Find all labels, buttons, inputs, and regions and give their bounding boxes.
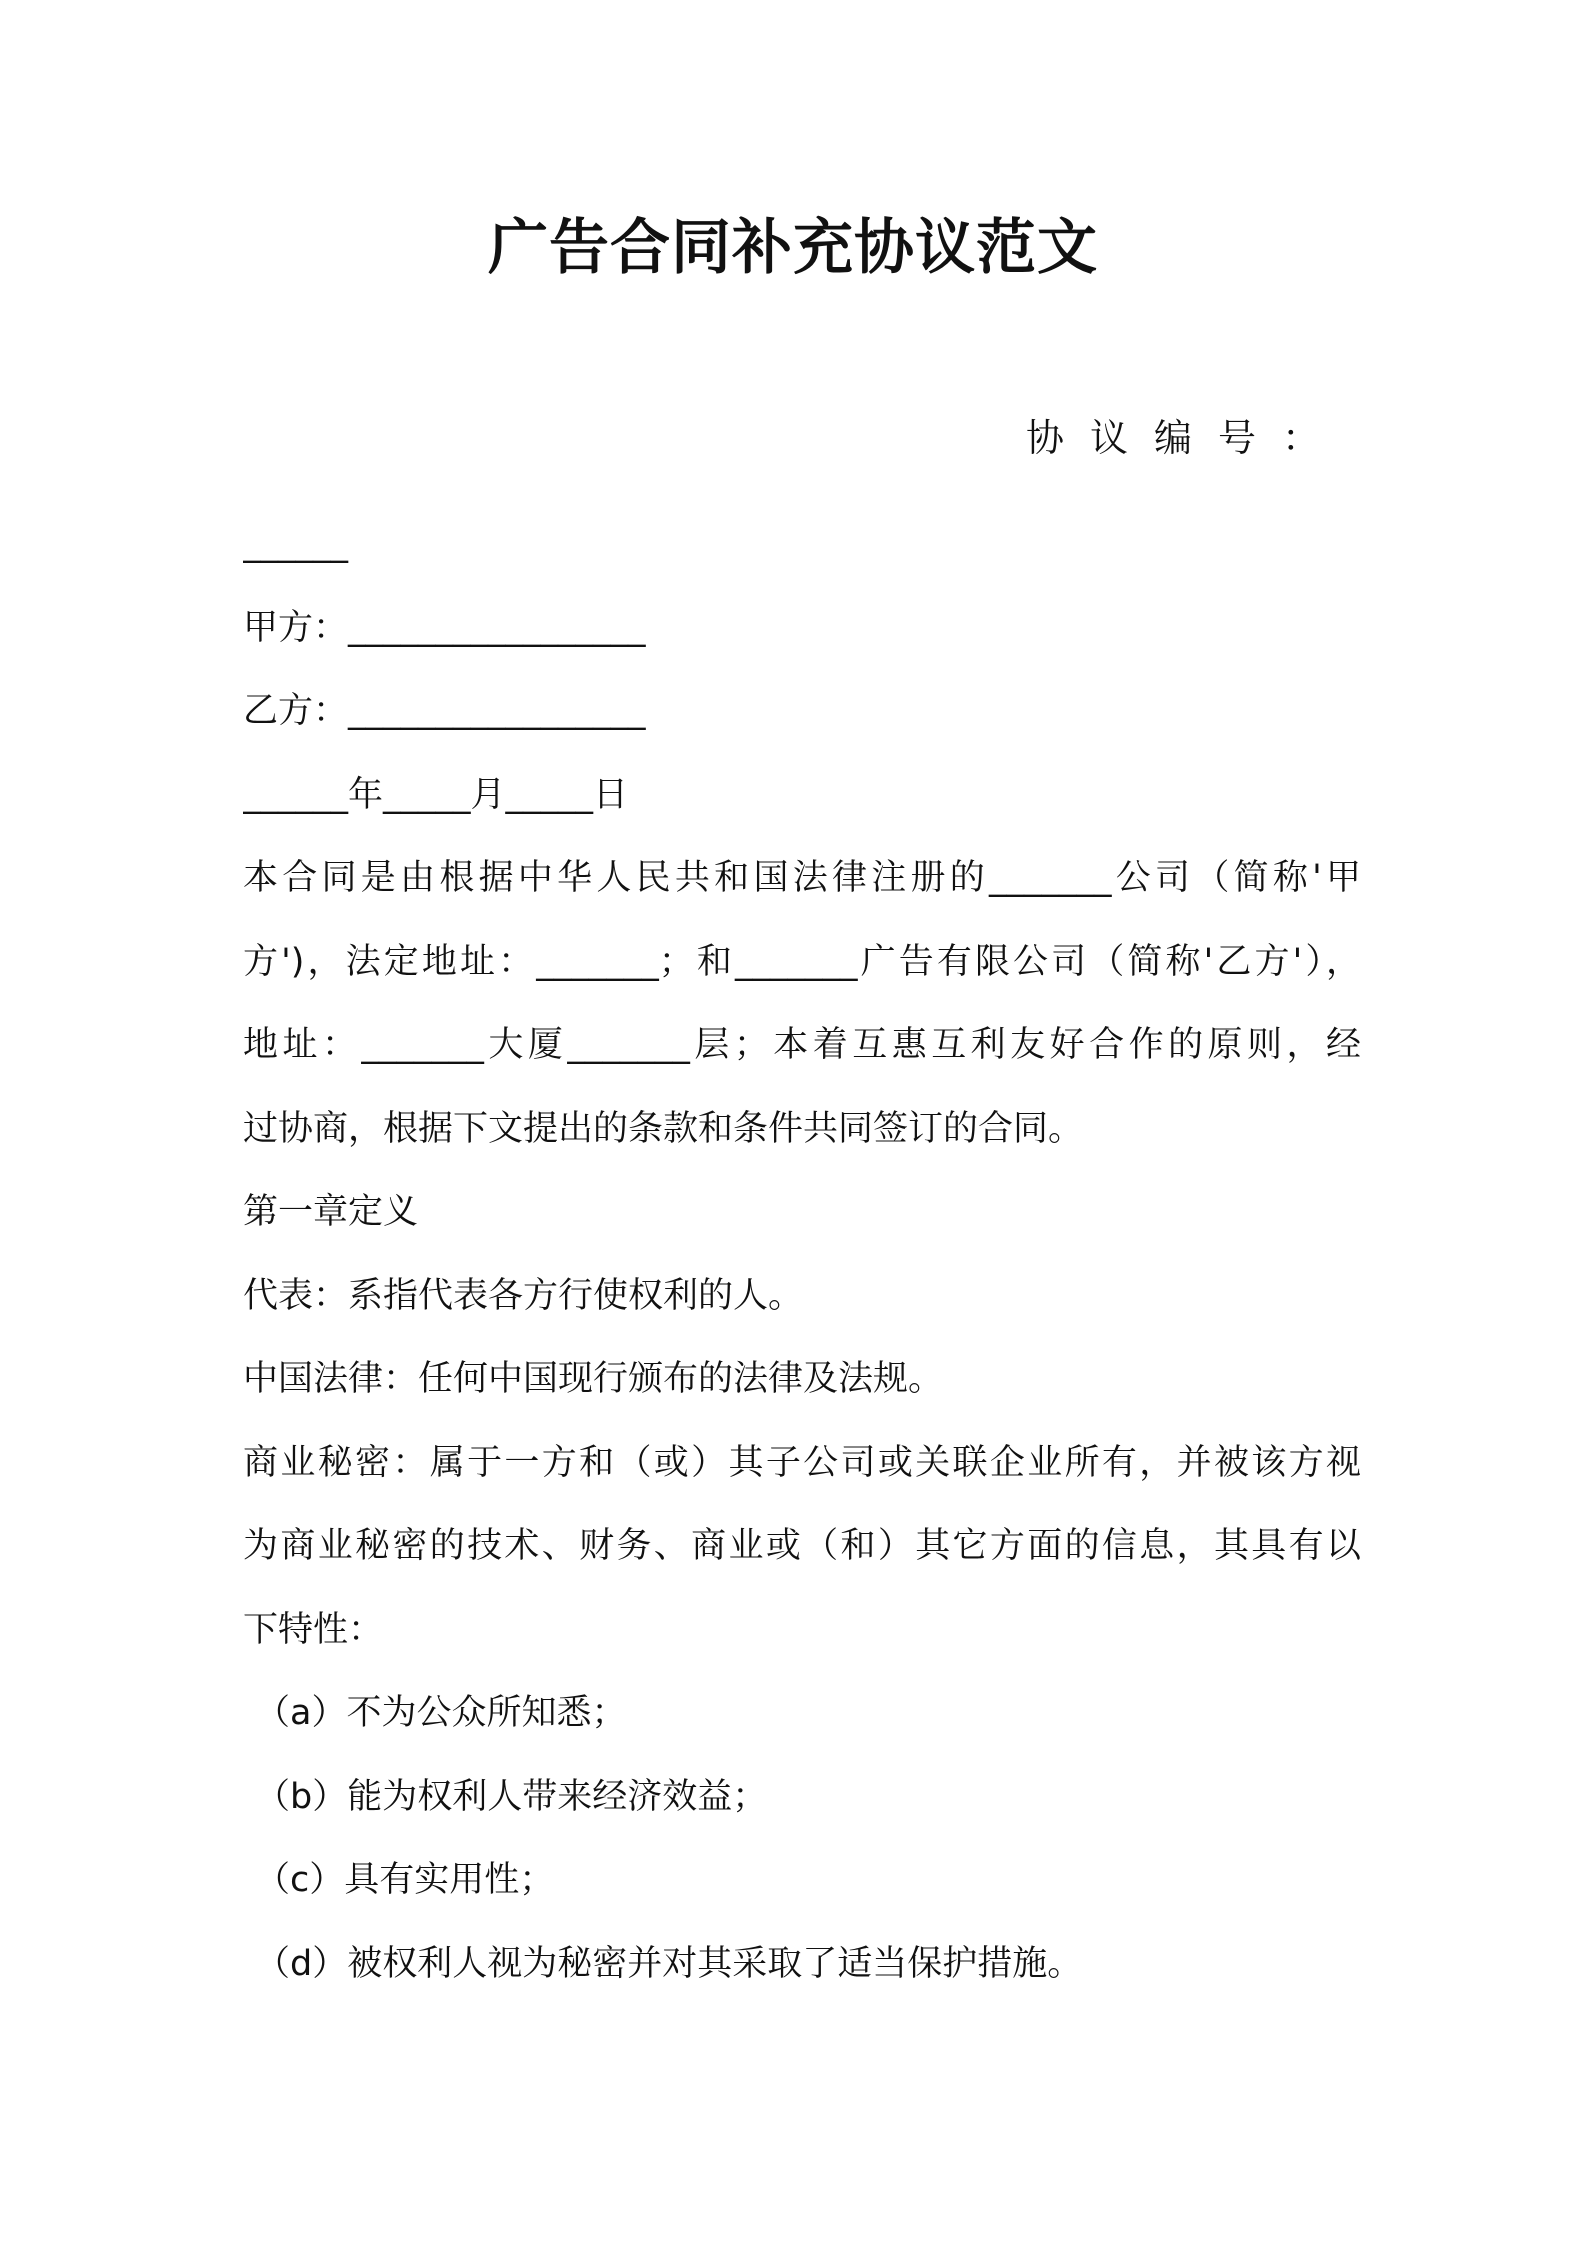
- definition-trade-secret: 商业秘密：属于一方和（或）其子公司或关联企业所有，并被该方视: [243, 1442, 1361, 1483]
- definition-trade-secret: 下特性：: [243, 1609, 384, 1650]
- definition-representative: 代表：系指代表各方行使权利的人。: [243, 1275, 804, 1316]
- date-line: ______年_____月_____日: [243, 774, 629, 815]
- preamble-line: 方')，法定地址：_______；和_______广告有限公司（简称'乙方'），: [243, 941, 1361, 982]
- preamble-line: 地址：_______大厦_______层；本着互惠互利友好合作的原则，经: [243, 1025, 1361, 1065]
- list-item: （c）具有实用性；: [255, 1860, 555, 1900]
- list-item: （b）能为权利人带来经济效益；: [255, 1776, 768, 1817]
- party-a-line: 甲方：_________________: [243, 607, 646, 648]
- definition-chinese-law: 中国法律：任何中国现行颁布的法律及法规。: [243, 1359, 944, 1399]
- preamble-line: 过协商，根据下文提出的条款和条件共同签订的合同。: [243, 1108, 1084, 1149]
- preamble-line: 本合同是由根据中华人民共和国法律注册的_______公司（简称'甲: [243, 858, 1361, 898]
- document-body: [243, 503, 1361, 2006]
- definition-trade-secret: 为商业秘密的技术、财务、商业或（和）其它方面的信息，其具有以: [243, 1526, 1361, 1566]
- document-title: 广告合同补充协议范文: [488, 213, 1098, 283]
- contract-number-label: 协议编号：: [1025, 416, 1346, 460]
- chapter-heading: 第一章定义: [243, 1192, 419, 1232]
- contract-number-blank: ______: [243, 524, 348, 564]
- party-b-line: 乙方：_________________: [243, 691, 646, 731]
- list-item: （d）被权利人视为秘密并对其采取了适当保护措施。: [255, 1943, 1083, 1984]
- list-item: （a）不为公众所知悉；: [255, 1693, 627, 1733]
